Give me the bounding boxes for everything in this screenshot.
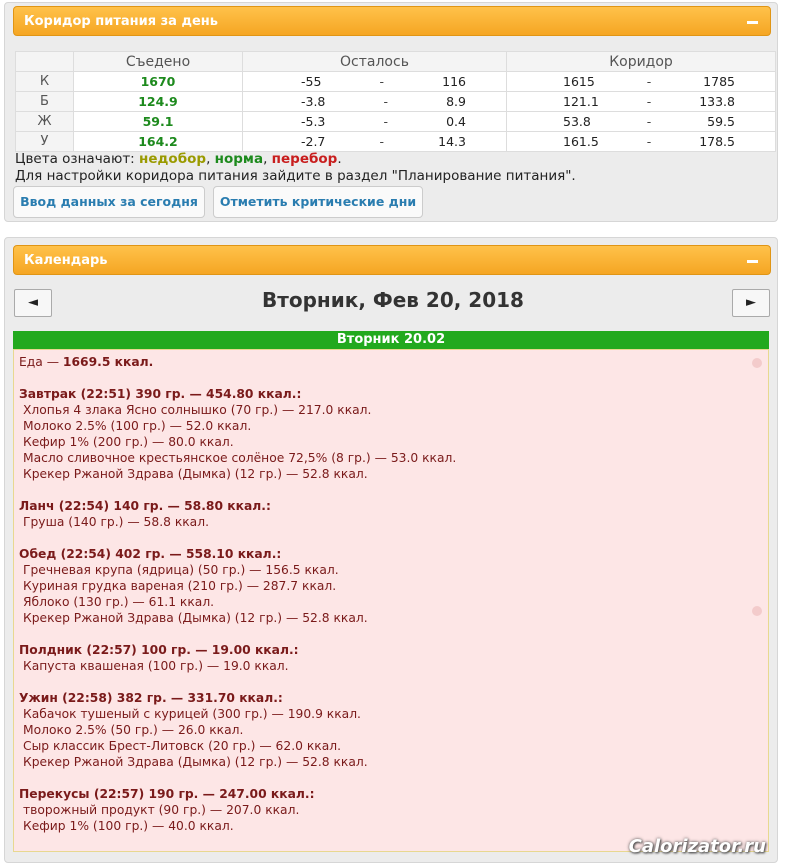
corner-cell xyxy=(16,52,74,72)
day-total-value: 1669.5 ккал. xyxy=(62,355,154,369)
eaten-value: 164.2 xyxy=(74,132,243,152)
corridor-min: 161.5 xyxy=(563,134,599,149)
corridor-max: 178.5 xyxy=(699,134,735,149)
left-min: -55 xyxy=(301,74,322,89)
range-dash: - xyxy=(379,74,385,89)
left-range xyxy=(243,132,507,152)
meal-title: Обед (22:54) 402 гр. — 558.10 ккал.: xyxy=(19,547,282,561)
left-min: -3.8 xyxy=(301,94,326,109)
food-item: Кефир 1% (100 гр.) — 40.0 ккал. xyxy=(23,819,234,833)
range-dash: - xyxy=(383,114,388,129)
meal-title: Перекусы (22:57) 190 гр. — 247.00 ккал.: xyxy=(19,787,315,801)
spacer xyxy=(19,530,763,546)
food-item: Крекер Ржаной Здрава (Дымка) (12 гр.) — 52.8 ккал. xyxy=(23,611,368,625)
day-total-prefix: Еда — xyxy=(19,355,63,369)
row-label: У xyxy=(16,132,74,152)
day-body xyxy=(13,349,769,852)
corridor-range xyxy=(507,132,776,152)
food-item: Молоко 2.5% (50 гр.) — 26.0 ккал. xyxy=(23,723,244,737)
range-dash: - xyxy=(379,134,385,149)
calendar-panel-title: Календарь xyxy=(24,253,108,268)
eaten-value: 124.9 xyxy=(74,92,243,112)
food-item: Гречневая крупа (ядрица) (50 гр.) — 156.5 ккал. xyxy=(23,563,339,577)
prev-day-button[interactable]: ◄ xyxy=(14,289,52,317)
next-day-button[interactable]: ► xyxy=(732,289,770,317)
spacer xyxy=(19,370,763,386)
left-max: 8.9 xyxy=(446,94,466,109)
food-item: Груша (140 гр.) — 58.8 ккал. xyxy=(23,515,209,529)
corridor-max: 1785 xyxy=(703,74,735,89)
left-range xyxy=(243,72,507,92)
left-min: -2.7 xyxy=(301,134,326,149)
meal-title: Ланч (22:54) 140 гр. — 58.80 ккал.: xyxy=(19,499,271,513)
food-item: Молоко 2.5% (100 гр.) — 52.0 ккал. xyxy=(23,419,252,433)
spacer xyxy=(19,482,763,498)
col-eaten: Съедено xyxy=(74,52,243,72)
legend-norm: норма xyxy=(214,151,264,167)
food-item: Кабачок тушеный с курицей (300 гр.) — 190.9 ккал. xyxy=(23,707,361,721)
day-entries xyxy=(19,354,763,834)
food-item: Крекер Ржаной Здрава (Дымка) (12 гр.) — 52.8 ккал. xyxy=(23,755,368,769)
left-range xyxy=(243,112,507,132)
corridor-range xyxy=(507,72,776,92)
corridor-max: 59.5 xyxy=(707,114,735,129)
calendar-date-title: Вторник, Фев 20, 2018 xyxy=(262,288,524,312)
watermark: Calorizator.ru xyxy=(628,836,766,857)
corridor-min: 1615 xyxy=(563,74,595,89)
range-dash: - xyxy=(383,94,388,109)
corridor-min: 53.8 xyxy=(563,114,591,129)
row-label: Б xyxy=(16,92,74,112)
spacer xyxy=(19,626,763,642)
food-item: Капуста квашеная (100 гр.) — 19.0 ккал. xyxy=(23,659,289,673)
left-range xyxy=(243,92,507,112)
legend-comma: , xyxy=(263,151,272,167)
range-dash: - xyxy=(646,74,652,89)
corridor-row xyxy=(16,72,776,92)
corridor-panel-title: Коридор питания за день xyxy=(24,14,218,29)
corridor-row xyxy=(16,112,776,132)
meal-title: Полдник (22:57) 100 гр. — 19.00 ккал.: xyxy=(19,643,299,657)
meal-title: Ужин (22:58) 382 гр. — 331.70 ккал.: xyxy=(19,691,283,705)
left-min: -5.3 xyxy=(301,114,326,129)
corridor-max: 133.8 xyxy=(699,94,735,109)
food-item: Масло сливочное крестьянское солёное 72,5% (8 гр.) — 53.0 ккал. xyxy=(23,451,457,465)
corridor-table-header xyxy=(16,52,776,72)
day-header: Вторник 20.02 xyxy=(13,331,769,349)
food-item: творожный продукт (90 гр.) — 207.0 ккал. xyxy=(23,803,300,817)
legend-line xyxy=(15,151,342,167)
eaten-value: 59.1 xyxy=(74,112,243,132)
corridor-panel xyxy=(4,2,778,222)
input-today-button[interactable]: Ввод данных за сегодня xyxy=(13,186,205,218)
spacer xyxy=(19,770,763,786)
range-dash: - xyxy=(646,134,652,149)
legend-under: недобор xyxy=(139,151,207,167)
food-item: Крекер Ржаной Здрава (Дымка) (12 гр.) — 52.8 ккал. xyxy=(23,467,368,481)
col-corridor: Коридор xyxy=(507,52,776,72)
meal-title: Завтрак (22:51) 390 гр. — 454.80 ккал.: xyxy=(19,387,302,401)
spacer xyxy=(19,674,763,690)
calendar-panel-header[interactable] xyxy=(13,245,771,275)
left-max: 0.4 xyxy=(446,114,466,129)
left-max: 116 xyxy=(442,74,466,89)
critical-days-button[interactable]: Отметить критические дни xyxy=(213,186,423,218)
range-dash: - xyxy=(646,114,652,129)
corridor-note: Для настройки коридора питания зайдите в раздел "Планирование питания". xyxy=(15,168,576,184)
day-total xyxy=(19,354,763,370)
collapse-icon[interactable] xyxy=(747,260,758,263)
corridor-range xyxy=(507,112,776,132)
corridor-min: 121.1 xyxy=(563,94,599,109)
corridor-row xyxy=(16,132,776,152)
food-item: Яблоко (130 гр.) — 61.1 ккал. xyxy=(23,595,215,609)
corridor-range xyxy=(507,92,776,112)
range-dash: - xyxy=(646,94,652,109)
col-left: Осталось xyxy=(243,52,507,72)
collapse-icon[interactable] xyxy=(747,21,758,24)
legend-over: перебор xyxy=(271,151,338,167)
legend-comma: , xyxy=(206,151,215,167)
corridor-panel-header[interactable] xyxy=(13,6,771,36)
corridor-table xyxy=(15,51,776,152)
corridor-row xyxy=(16,92,776,112)
row-label: К xyxy=(16,72,74,92)
food-item: Куриная грудка вареная (210 гр.) — 287.7 ккал. xyxy=(23,579,337,593)
legend-prefix: Цвета означают: xyxy=(15,151,140,167)
row-label: Ж xyxy=(16,112,74,132)
eaten-value: 1670 xyxy=(74,72,243,92)
food-item: Хлопья 4 злака Ясно солнышко (70 гр.) — 217.0 ккал. xyxy=(23,403,372,417)
food-item: Сыр классик Брест-Литовск (20 гр.) — 62.0 ккал. xyxy=(23,739,342,753)
food-item: Кефир 1% (200 гр.) — 80.0 ккал. xyxy=(23,435,234,449)
legend-end: . xyxy=(337,151,342,167)
left-max: 14.3 xyxy=(438,134,466,149)
